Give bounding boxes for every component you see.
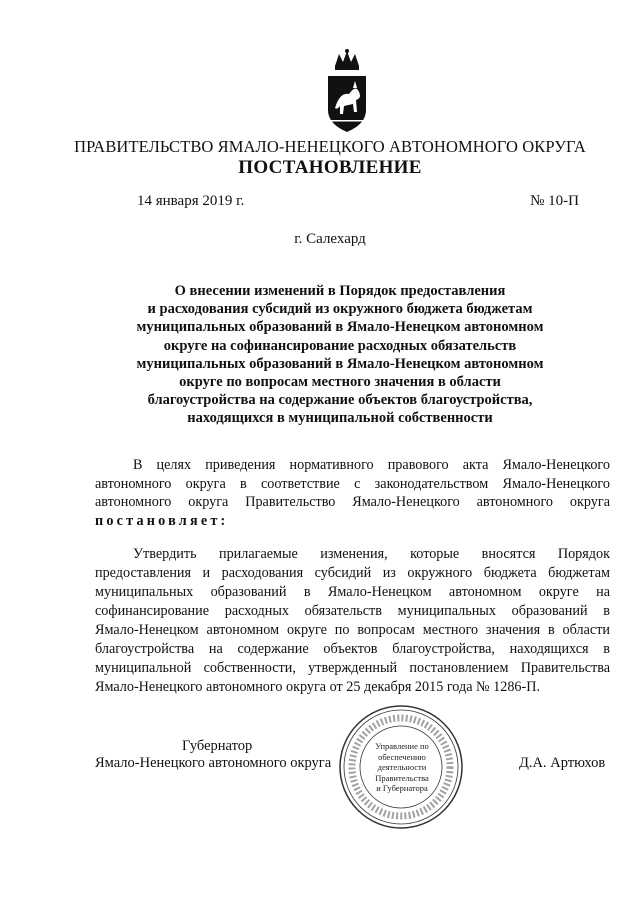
body-line: софинансирование расходных обязательств муниципальных образований в <box>95 603 610 619</box>
document-date: 14 января 2019 г. <box>137 193 245 209</box>
body-line: Ямало-Ненецкого автономного округа от 25 декабря 2015 года № 1286-П. <box>95 679 541 695</box>
seal-line: обеспечению <box>378 751 426 762</box>
preamble-line: автономного округа Правительство Ямало-Ненецкого автономного округа <box>95 494 610 510</box>
seal-line: и Губернатора <box>376 783 428 793</box>
signer-position: Губернатор <box>182 738 253 754</box>
body-line: муниципальных образований в Ямало-Ненецком автономном округе на <box>95 584 610 600</box>
title-line: округе по вопросам местного значения в области <box>179 374 501 391</box>
body-line: муниципальной собственности, утвержденный постановлением Правительства <box>95 660 610 676</box>
body-line: благоустройства на содержание объектов благоустройства, находящихся в <box>95 641 610 657</box>
title-line: О внесении изменений в Порядок предоставления <box>174 283 506 299</box>
seal-line: Управление по <box>375 741 429 751</box>
resolution-body <box>95 545 610 697</box>
seal-line: Правительства <box>375 772 429 783</box>
document-number: № 10-П <box>530 193 579 209</box>
coat-of-arms-icon <box>322 48 372 138</box>
decree-word: постановляет: <box>95 512 229 529</box>
body-line: Ямало-Ненецком автономном округе по вопросам местного значения в области <box>95 622 610 638</box>
title-line: и расходования субсидий из окружного бюджета бюджетам <box>147 301 533 318</box>
title-line: муниципальных образований в Ямало-Ненецком автономном <box>136 319 544 336</box>
document-city: г. Салехард <box>294 231 366 247</box>
signer-name: Д.А. Артюхов <box>519 755 606 771</box>
signer-organization: Ямало-Ненецкого автономного округа <box>95 755 332 771</box>
preamble-line: В целях приведения нормативного правового акта Ямало-Ненецкого <box>133 457 610 473</box>
preamble-line: автономного округа в соответствие с законодательством Ямало-Ненецкого <box>95 475 610 492</box>
document-type-heading: ПОСТАНОВЛЕНИЕ <box>238 157 422 178</box>
document-title <box>110 282 570 428</box>
title-line: муниципальных образований в Ямало-Ненецком автономном <box>136 355 544 372</box>
seal-inscription <box>367 741 437 794</box>
preamble-paragraph <box>95 456 610 530</box>
body-line: предоставления и расходования субсидий из окружного бюджета бюджетам <box>95 565 610 581</box>
body-line: Утвердить прилагаемые изменения, которые вносятся Порядок <box>133 546 610 562</box>
seal-line: деятельности <box>377 762 427 772</box>
government-name: ПРАВИТЕЛЬСТВО ЯМАЛО-НЕНЕЦКОГО АВТОНОМНОГО ОКРУГА <box>74 137 586 156</box>
title-line: округе на софинансирование расходных обязательств <box>163 337 517 354</box>
title-line: благоустройства на содержание объектов благоустройства, <box>147 392 533 409</box>
title-line: находящихся в муниципальной собственности <box>187 410 493 427</box>
